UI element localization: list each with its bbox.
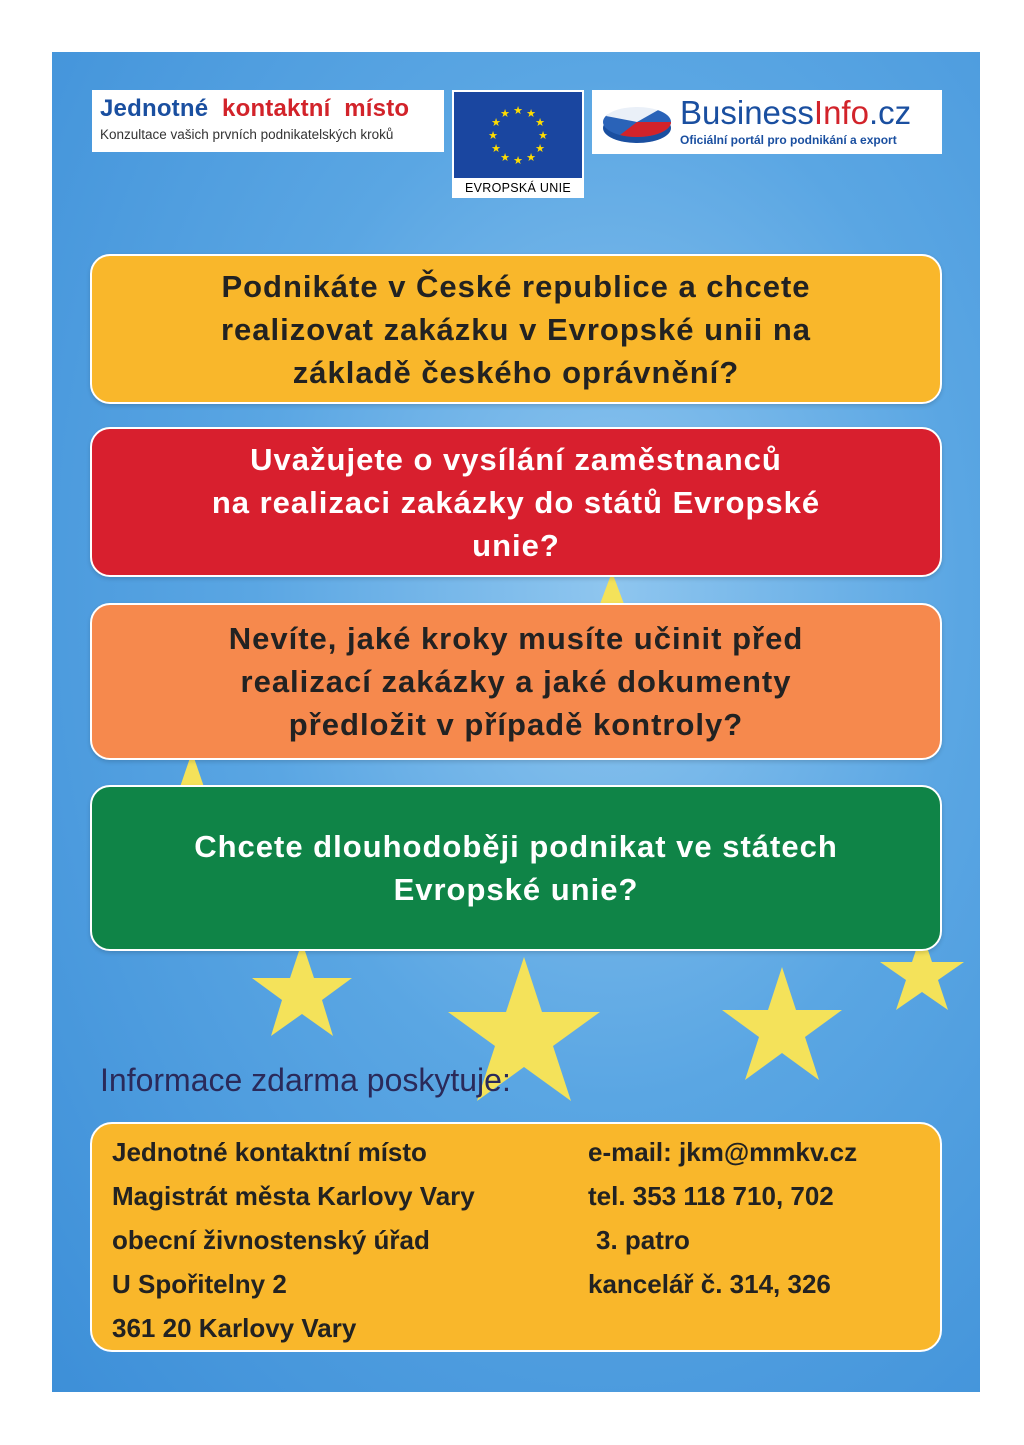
svg-text:★: ★: [526, 151, 536, 164]
question-line: Podnikáte v České republice a chcete: [221, 268, 811, 304]
question-line: realizovat zakázku v Evropské unii na: [220, 311, 812, 347]
question-line: realizací zakázky a jaké dokumenty: [240, 664, 792, 699]
contact-line: Magistrát města Karlovy Vary: [112, 1181, 475, 1211]
businessinfo-subtitle: Oficiální portál pro podnikání a export: [680, 133, 897, 147]
question-box-1: [90, 254, 942, 404]
contact-details: [588, 1130, 857, 1306]
contact-line: U Spořitelny 2: [112, 1269, 287, 1299]
contact-box: [90, 1122, 942, 1352]
svg-text:★: ★: [500, 151, 510, 164]
contact-floor: 3. patro: [596, 1225, 690, 1255]
contact-phone: tel. 353 118 710, 702: [588, 1181, 834, 1211]
contact-address: [112, 1130, 475, 1350]
eu-logo: [452, 90, 584, 198]
businessinfo-logo: [592, 90, 942, 154]
svg-text:★: ★: [513, 154, 523, 167]
contact-line: Jednotné kontaktní místo: [112, 1137, 427, 1167]
contact-line: obecní živnostenský úřad: [112, 1225, 430, 1255]
star-decoration: [252, 942, 352, 1036]
svg-text:★: ★: [538, 129, 548, 142]
svg-text:★: ★: [488, 129, 498, 142]
svg-text:★: ★: [513, 104, 523, 117]
svg-text:★: ★: [491, 116, 501, 129]
businessinfo-title: BusinessInfo.cz: [680, 94, 912, 131]
question-line: unie?: [472, 527, 560, 563]
svg-text:★: ★: [491, 142, 501, 155]
svg-text:★: ★: [526, 107, 536, 120]
question-line: Chcete dlouhodoběji podnikat ve státech: [194, 829, 838, 864]
svg-text:★: ★: [535, 142, 545, 155]
jkm-logo-title: Jednotné kontaktní místo: [100, 95, 410, 122]
question-box-4: [90, 785, 942, 951]
question-line: Evropské unie?: [393, 872, 639, 907]
question-line: Nevíte, jaké kroky musíte učinit před: [228, 621, 804, 656]
eu-flag-icon: [454, 92, 582, 178]
svg-text:★: ★: [500, 107, 510, 120]
info-heading: Informace zdarma poskytuje:: [100, 1062, 511, 1098]
question-line: Uvažujete o vysílání zaměstnanců: [250, 441, 782, 477]
jkm-logo-subtitle: Konzultace vašich prvních podnikatelských kroků: [100, 127, 394, 142]
question-box-2: [90, 427, 942, 577]
eu-logo-caption: EVROPSKÁ UNIE: [464, 181, 571, 195]
question-line: na realizaci zakázky do států Evropské: [211, 484, 821, 520]
contact-email[interactable]: e-mail: jkm@mmkv.cz: [588, 1137, 858, 1167]
svg-text:★: ★: [535, 116, 545, 129]
question-line: předložit v případě kontroly?: [288, 707, 744, 742]
star-decoration: [722, 967, 842, 1080]
question-box-3: [90, 603, 942, 760]
question-line: základě českého oprávnění?: [292, 354, 740, 390]
poster: [52, 52, 980, 1392]
jkm-logo: [92, 90, 444, 152]
contact-office: kancelář č. 314, 326: [588, 1269, 831, 1299]
pie-chart-icon: [600, 100, 674, 146]
contact-line: 361 20 Karlovy Vary: [112, 1313, 357, 1343]
